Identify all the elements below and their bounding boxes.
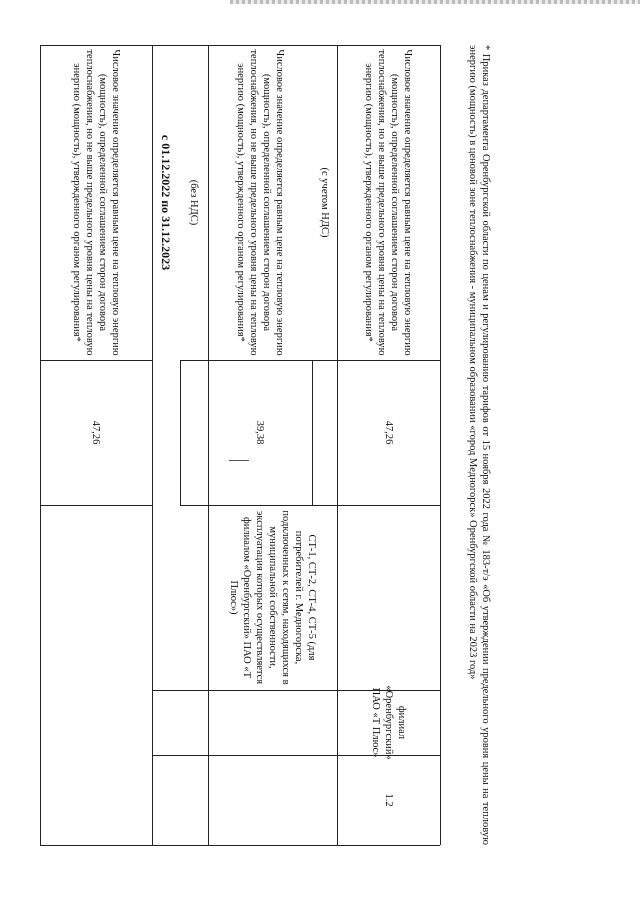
scan-artifact: [230, 0, 640, 4]
consumers-cell: СТ-1, СТ-2, СТ-4, СТ-5 (для потребителей г. Медногорска, подключенных к сетям, находящихся в муниципальной собственности, эксплуатация которых осуществляется филиалом «Оренбургский» ПАО «Т Плюс»): [228, 510, 317, 685]
top-cell-value: 47,26: [90, 420, 102, 445]
with-vat-description: Числовое значение определяется равным цене на тепловую энергию (мощность), определенной соглашением сторон договора теплоснабжения, но не выше предельного уровня цены на тепловую энергию (мощность), утвержденного органом регулирования*: [363, 49, 414, 356]
with-vat-value: 47,26: [383, 420, 394, 445]
row-number: 1.2: [383, 793, 394, 807]
organization-cell: филиал «Оренбургский» ПАО «Т Плюс»: [370, 685, 407, 760]
footnote: * Приказ департамента Оренбургской области по ценам и регулированию тарифов от 15 ноября 2022 года № 183-т/э «Об утверждении предельного уровня цены на тепловую энергию (мощность) в ценовой зоне теплоснабжения - муниципальном образовании «город Медногорск» Оренбургской области на 2023 год»: [467, 45, 491, 845]
without-vat-label: (без НДС): [188, 179, 200, 226]
without-vat-value: 39,38: [254, 420, 266, 445]
without-vat-description: Числовое значение определяется равным цене на тепловую энергию (мощность), определенной соглашением сторон договора теплоснабжения, но не выше предельного уровня цены на тепловую энергию (мощность), утвержденного органом регулирования*: [235, 49, 285, 356]
top-cell-description: Числовое значение определяется равным цене на тепловую энергию (мощность), определенной соглашением сторон договора теплоснабжения, но не выше предельного уровня цены на тепловую энергию (мощность), утвержденного органом регулирования*: [71, 49, 121, 356]
with-vat-label: (с учетом НДС): [319, 167, 330, 238]
period-heading: с 01.12.2022 по 31.12.2023: [159, 134, 174, 271]
